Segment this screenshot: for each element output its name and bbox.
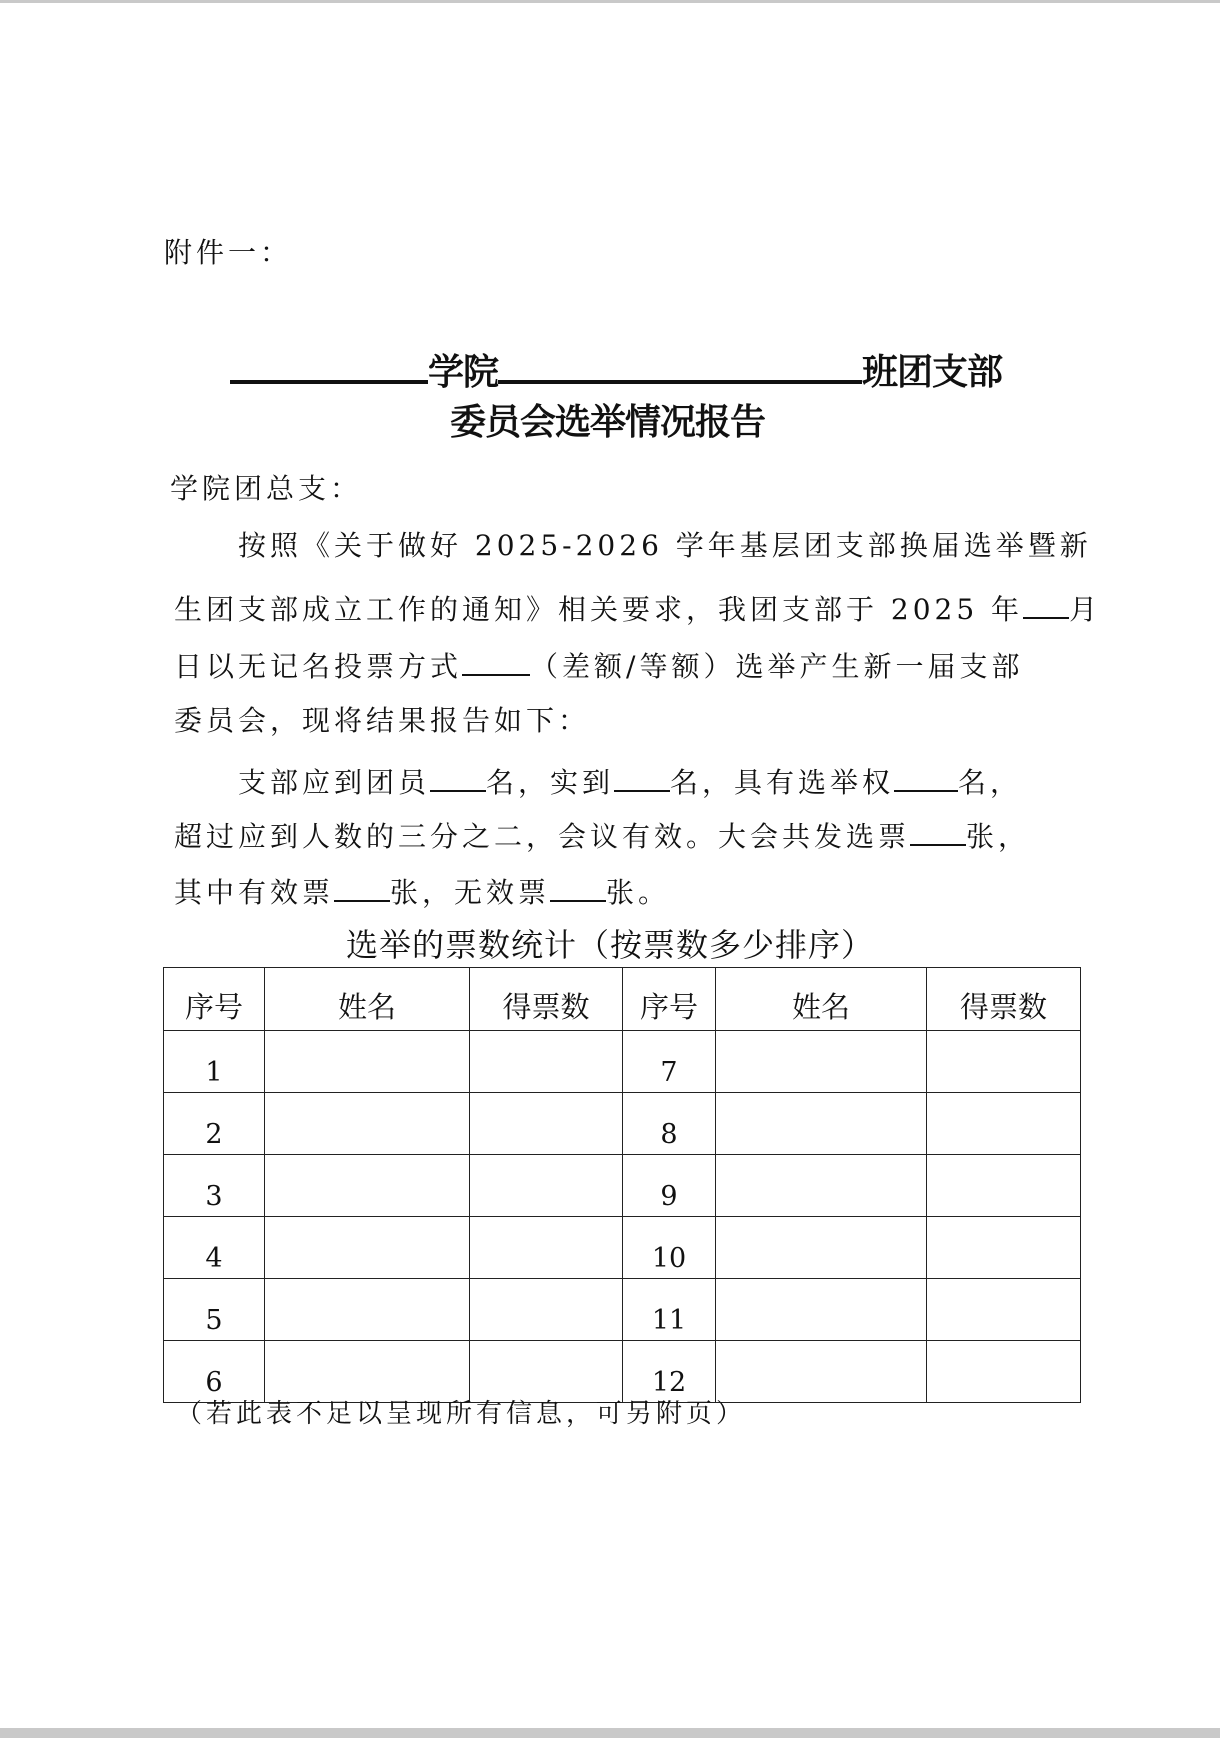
ballots-blank[interactable] [910, 816, 966, 846]
attachment-label: 附件一： [164, 236, 293, 269]
method-blank[interactable] [462, 646, 530, 676]
para2-line3 [174, 872, 670, 910]
header-votes-right: 得票数 [927, 968, 1081, 1031]
viewer-bottom-edge [0, 1728, 1220, 1738]
vote-table [163, 967, 1081, 1403]
row-no: 12 [623, 1341, 716, 1403]
name-cell[interactable] [716, 1341, 927, 1403]
votes-cell[interactable] [470, 1279, 623, 1341]
name-cell[interactable] [265, 1217, 470, 1279]
row-no: 1 [164, 1031, 265, 1093]
eligible-unit: 名， [958, 766, 1023, 799]
eligible-blank[interactable] [894, 762, 958, 792]
table-header-row [164, 968, 1081, 1031]
class-blank[interactable] [498, 342, 862, 384]
header-no-left: 序号 [164, 968, 265, 1031]
votes-cell[interactable] [470, 1031, 623, 1093]
votes-cell[interactable] [470, 1155, 623, 1217]
para2-line1 [238, 762, 1022, 800]
header-name-right: 姓名 [716, 968, 927, 1031]
valid-blank[interactable] [334, 872, 390, 902]
salutation: 学院团总支： [170, 472, 363, 505]
row-no: 4 [164, 1217, 265, 1279]
valid-label: 其中有效票 [174, 876, 335, 909]
name-cell[interactable] [716, 1279, 927, 1341]
para1-line3-text: 日以无记名投票方式 [174, 650, 463, 683]
viewer-top-edge [0, 0, 1220, 3]
para1-line2 [174, 589, 1101, 627]
para2-line2 [174, 816, 1030, 854]
invalid-unit: 张。 [606, 876, 671, 909]
header-name-left: 姓名 [265, 968, 470, 1031]
table-row [164, 1155, 1081, 1217]
row-no: 10 [623, 1217, 716, 1279]
votes-cell[interactable] [927, 1341, 1081, 1403]
actual-label: 名，实到 [486, 766, 615, 799]
title-line-2: 委员会选举情况报告 [450, 402, 766, 443]
row-no: 7 [623, 1031, 716, 1093]
invalid-label: 张，无效票 [390, 876, 551, 909]
name-cell[interactable] [716, 1217, 927, 1279]
votes-cell[interactable] [927, 1217, 1081, 1279]
table-row [164, 1031, 1081, 1093]
row-no: 3 [164, 1155, 265, 1217]
row-no: 5 [164, 1279, 265, 1341]
votes-cell[interactable] [470, 1093, 623, 1155]
name-cell[interactable] [265, 1155, 470, 1217]
votes-cell[interactable] [470, 1341, 623, 1403]
month-label: 月 [1069, 593, 1102, 626]
table-row [164, 1341, 1081, 1403]
para1-line1: 按照《关于做好 2025-2026 学年基层团支部换届选举暨新 [238, 529, 1092, 562]
name-cell[interactable] [716, 1031, 927, 1093]
votes-cell[interactable] [927, 1279, 1081, 1341]
header-votes-left: 得票数 [470, 968, 623, 1031]
expected-blank[interactable] [430, 762, 486, 792]
branch-suffix: 班团支部 [862, 352, 1003, 393]
table-row [164, 1217, 1081, 1279]
college-blank[interactable] [230, 342, 428, 384]
title-line-1 [230, 342, 1002, 395]
votes-cell[interactable] [927, 1155, 1081, 1217]
row-no: 8 [623, 1093, 716, 1155]
eligible-label: 名，具有选举权 [670, 766, 895, 799]
table-row [164, 1279, 1081, 1341]
row-no: 9 [623, 1155, 716, 1217]
votes-cell[interactable] [927, 1093, 1081, 1155]
actual-blank[interactable] [614, 762, 670, 792]
para1-line3-tail: （差额/等额）选举产生新一届支部 [530, 650, 1024, 683]
row-no: 6 [164, 1341, 265, 1403]
footnote: （若此表不足以呈现所有信息，可另附页） [176, 1399, 747, 1429]
ballots-label: 超过应到人数的三分之二，会议有效。大会共发选票 [174, 820, 911, 853]
votes-cell[interactable] [470, 1217, 623, 1279]
name-cell[interactable] [265, 1031, 470, 1093]
header-no-right: 序号 [623, 968, 716, 1031]
para1-line2-text: 生团支部成立工作的通知》相关要求，我团支部于 2025 年 [174, 593, 1024, 626]
votes-cell[interactable] [927, 1031, 1081, 1093]
para1-line3 [174, 646, 1023, 684]
name-cell[interactable] [265, 1279, 470, 1341]
row-no: 2 [164, 1093, 265, 1155]
expected-label: 支部应到团员 [238, 766, 431, 799]
month-blank[interactable] [1023, 589, 1069, 619]
name-cell[interactable] [265, 1093, 470, 1155]
name-cell[interactable] [716, 1155, 927, 1217]
name-cell[interactable] [716, 1093, 927, 1155]
ballots-unit: 张， [966, 820, 1031, 853]
table-row [164, 1093, 1081, 1155]
college-suffix: 学院 [428, 352, 499, 393]
name-cell[interactable] [265, 1341, 470, 1403]
para1-line4: 委员会，现将结果报告如下： [174, 704, 591, 737]
row-no: 11 [623, 1279, 716, 1341]
invalid-blank[interactable] [550, 872, 606, 902]
vote-table-title: 选举的票数统计（按票数多少排序） [345, 926, 874, 964]
